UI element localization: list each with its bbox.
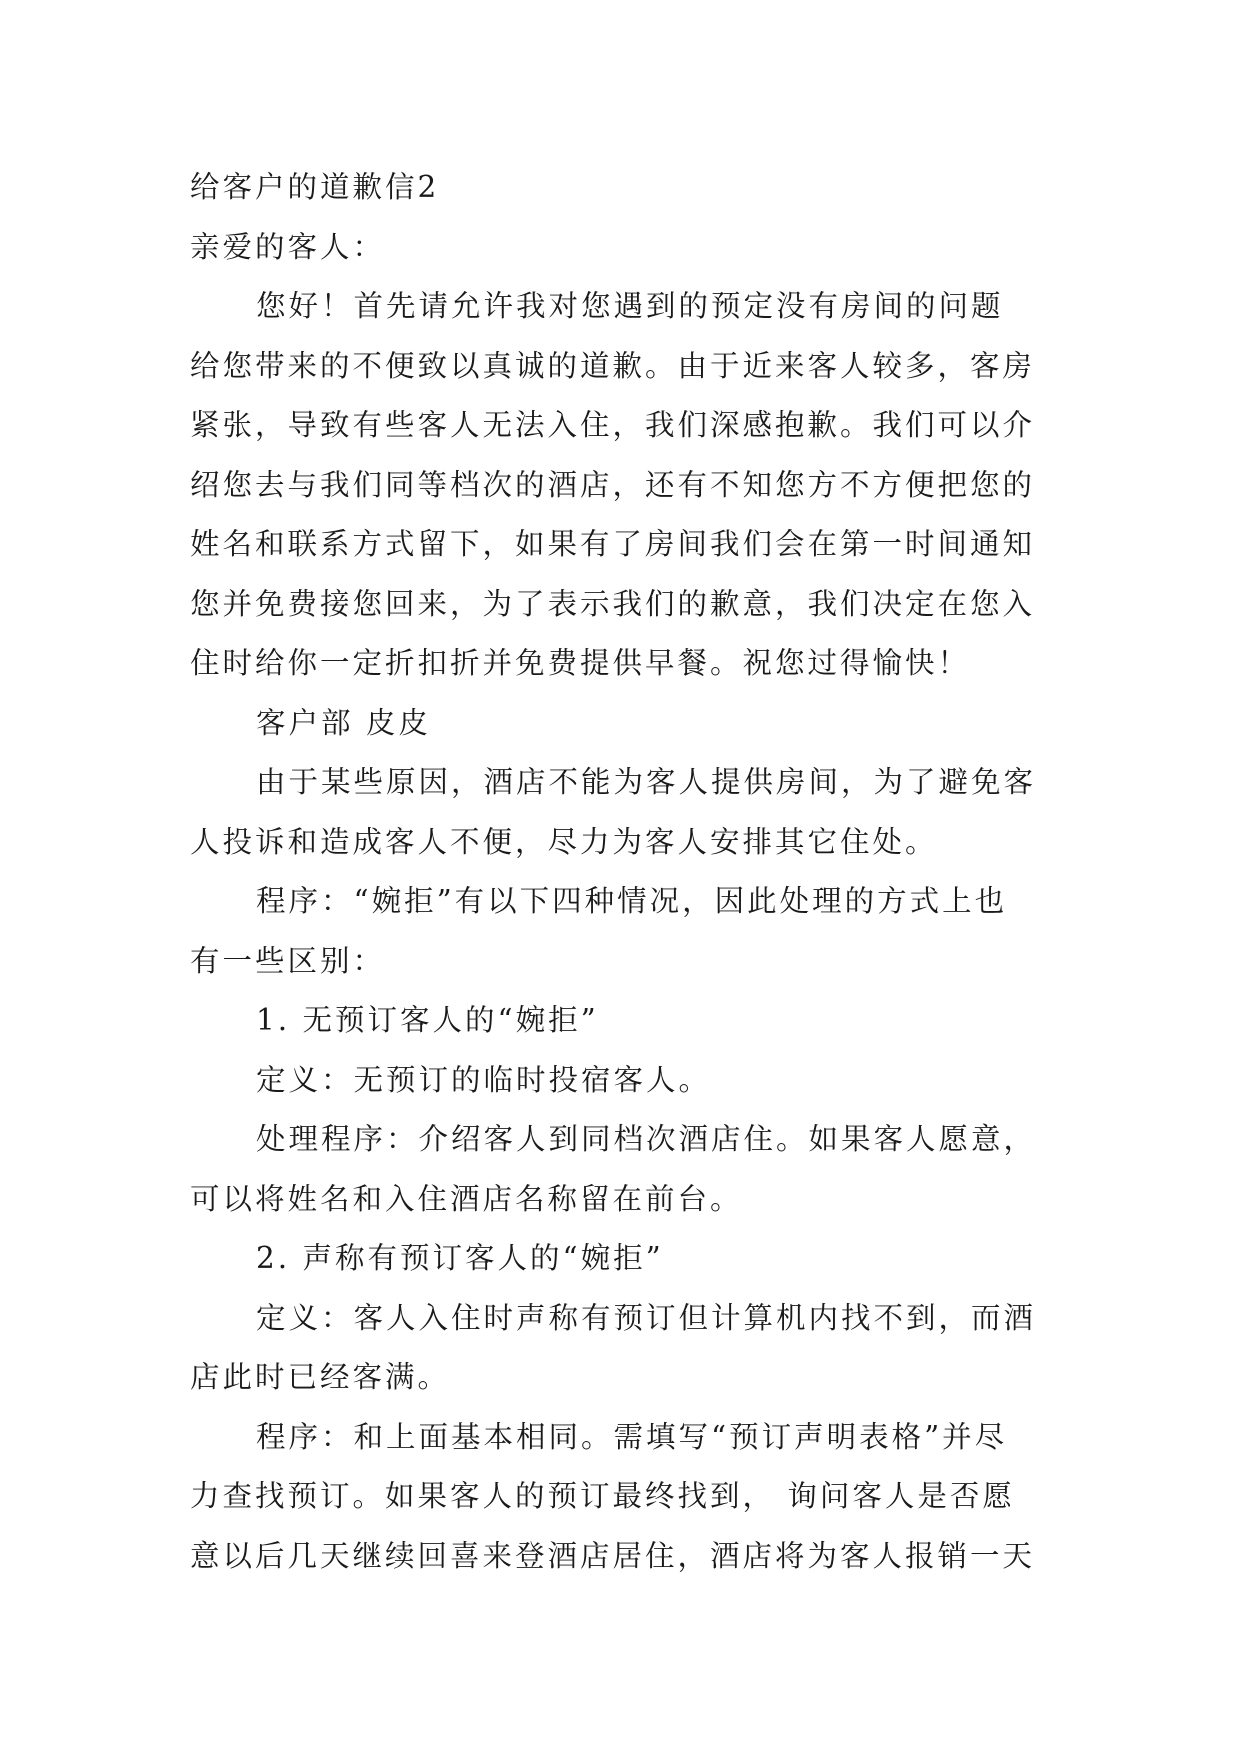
salutation: 亲爱的客人： — [190, 229, 386, 264]
body-line: 程序：和上面基本相同。需填写“预订声明表格”并尽 — [256, 1419, 1008, 1454]
body-line: 您并免费接您回来，为了表示我们的歉意，我们决定在您入 — [190, 586, 1036, 621]
body-line: 紧张，导致有些客人无法入住，我们深感抱歉。我们可以介 — [190, 408, 1036, 442]
body-line: 力查找预订。如果客人的预订最终找到， 询问客人是否愿 — [190, 1479, 1015, 1513]
body-line: 住时给你一定折扣折并免费提供早餐。祝您过得愉快！ — [190, 646, 971, 680]
body-line: 绍您去与我们同等档次的酒店，还有不知您方不方便把您的 — [190, 467, 1036, 502]
section-heading: 2. 声称有预订客人的“婉拒” — [256, 1241, 664, 1275]
body-line: 姓名和联系方式留下，如果有了房间我们会在第一时间通知 — [190, 527, 1036, 561]
body-line: 程序：“婉拒”有以下四种情况，因此处理的方式上也 — [256, 884, 1008, 918]
body-line: 定义：客人入住时声称有预订但计算机内找不到，而酒 — [256, 1300, 1037, 1335]
body-line: 定义：无预订的临时投宿客人。 — [256, 1062, 712, 1097]
document-title: 给客户的道歉信2 — [190, 170, 440, 204]
signature: 客户部 皮皮 — [256, 705, 431, 740]
body-line: 处理程序：介绍客人到同档次酒店住。如果客人愿意， — [256, 1122, 1037, 1156]
body-line: 意以后几天继续回喜来登酒店居住，酒店将为客人报销一天 — [190, 1538, 1036, 1573]
body-line: 店此时已经客满。 — [190, 1360, 451, 1394]
body-line: 给您带来的不便致以真诚的道歉。由于近来客人较多，客房 — [190, 348, 1036, 383]
body-line: 由于某些原因，酒店不能为客人提供房间，为了避免客 — [256, 765, 1037, 799]
body-line: 可以将姓名和入住酒店名称留在前台。 — [190, 1181, 743, 1216]
body-line: 人投诉和造成客人不便，尽力为客人安排其它住处。 — [190, 824, 938, 859]
body-line: 您好！首先请允许我对您遇到的预定没有房间的问题 — [256, 289, 1004, 323]
body-line: 有一些区别： — [190, 943, 386, 978]
section-heading: 1. 无预订客人的“婉拒” — [256, 1003, 599, 1037]
letter-body — [190, 158, 1060, 1586]
